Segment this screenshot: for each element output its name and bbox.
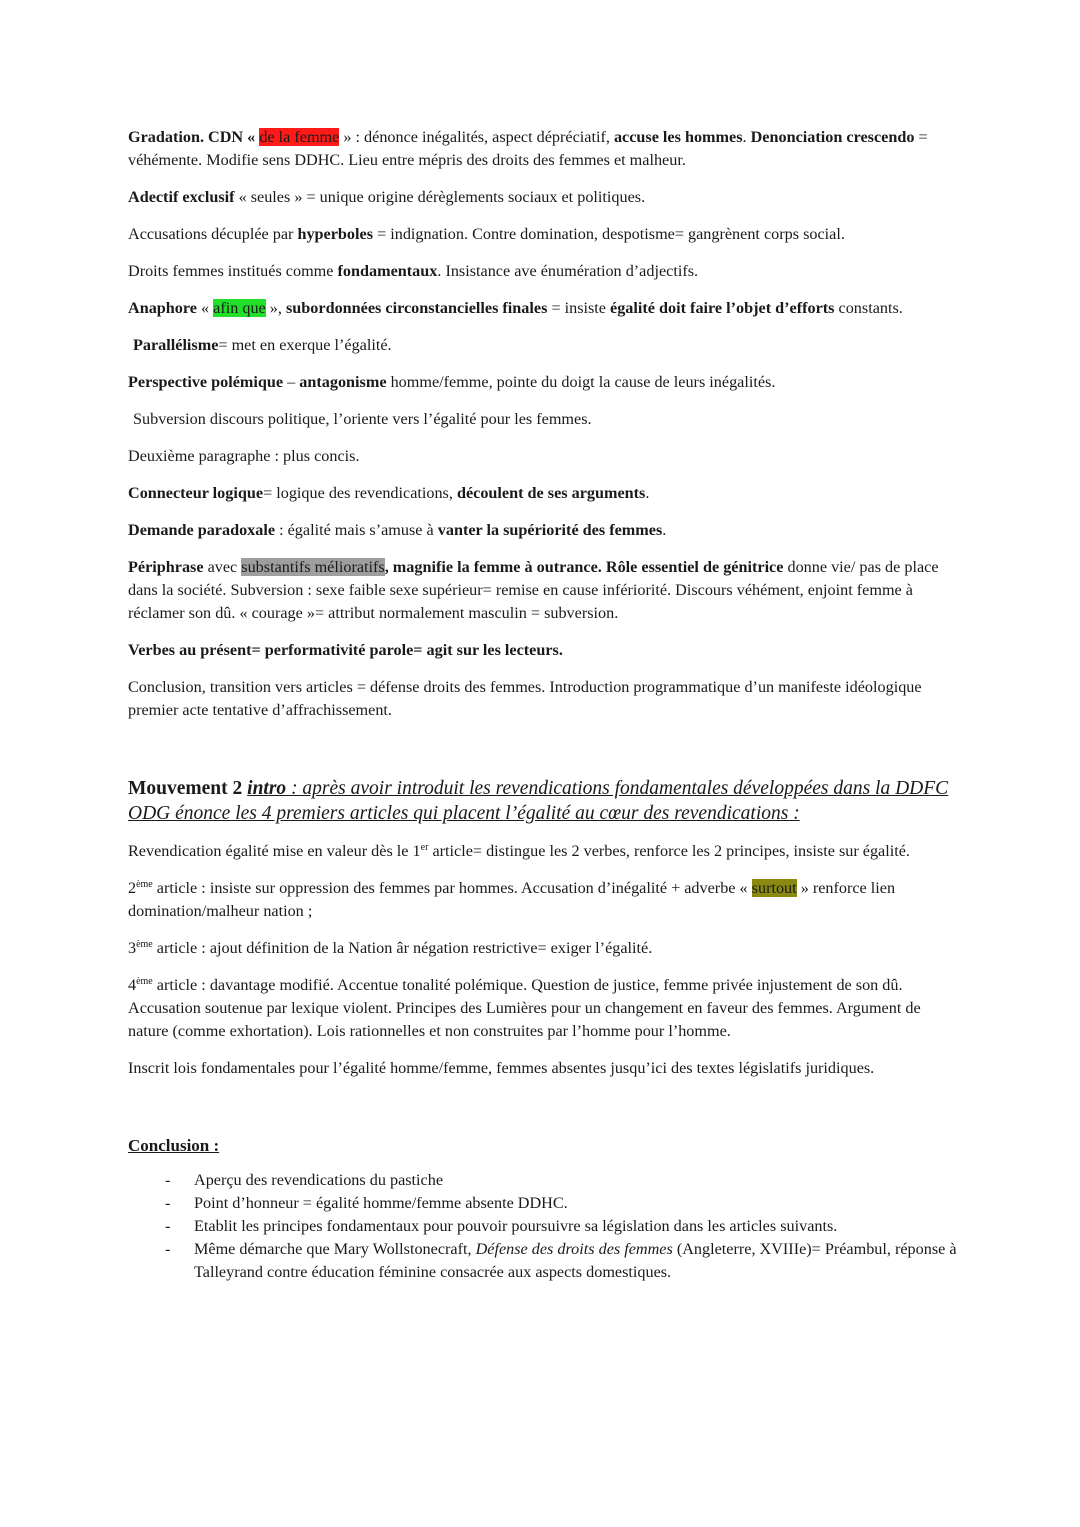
paragraph-article-4: 4ème article : davantage modifié. Accentue tonalité polémique. Question de justice, femme privée injustement de son dû. Accusation soutenue par lexique violent. Principes des Lumières pour un changement en faveur des femmes. Argument de nature (comme exhortation). Lois rationnelles et non construites par l’homme pour l’homme.	[128, 976, 921, 1040]
paragraph-perspective: Perspective polémique – antagonisme homme/femme, pointe du doigt la cause de leurs inégalités.	[128, 373, 776, 391]
term-gradation: Gradation. CDN «	[128, 128, 260, 146]
paragraph-subversion: Subversion discours politique, l’oriente vers l’égalité pour les femmes.	[133, 410, 592, 428]
list-item: - Aperçu des revendications du pastiche	[165, 1169, 958, 1192]
document-page	[128, 126, 958, 1284]
list-item: - Même démarche que Mary Wollstonecraft, Défense des droits des femmes (Angleterre, XVIIIe)= Préambul, réponse à Talleyrand contre éducation féminine consacrée aux aspects domestiques.	[165, 1238, 958, 1284]
paragraph-gradation: Gradation. CDN « de la femme » : dénonce inégalités, aspect dépréciatif, accuse les hommes. Denonciation crescendo = véhémente. Modifie sens DDHC. Lieu entre mépris des droits des femmes et malheur.	[128, 128, 928, 169]
paragraph-connecteur: Connecteur logique= logique des revendications, découlent de ses arguments.	[128, 484, 650, 502]
heading-mouvement-2: Mouvement 2 intro : après avoir introduit les revendications fondamentales développées dans la DDFC ODG énonce les 4 premiers articles qui placent l’égalité au cœur des revendications :	[128, 778, 949, 824]
highlight-red: de la femme	[259, 128, 340, 146]
paragraph-conclusion-transition: Conclusion, transition vers articles = défense droits des femmes. Introduction programmatique d’un manifeste idéologique premier acte tentative d’affrachissement.	[128, 678, 922, 719]
highlight-green: afin que	[213, 299, 266, 317]
highlight-olive: surtout	[751, 879, 797, 897]
paragraph-parallelisme: Parallélisme= met en exerque l’égalité.	[133, 336, 392, 354]
paragraph-anaphore: Anaphore « afin que », subordonnées circonstancielles finales = insiste égalité doit faire l’objet d’efforts constants.	[128, 299, 903, 317]
paragraph-accusations: Accusations décuplée par hyperboles = indignation. Contre domination, despotisme= gangrènent corps social.	[128, 225, 845, 243]
paragraph-inscrit: Inscrit lois fondamentales pour l’égalité homme/femme, femmes absentes jusqu’ici des textes législatifs juridiques.	[128, 1059, 875, 1077]
paragraph-droits: Droits femmes institués comme fondamentaux. Insistance ave énumération d’adjectifs.	[128, 262, 699, 280]
paragraph-verbes: Verbes au présent= performativité parole= agit sur les lecteurs.	[128, 641, 563, 659]
paragraph-periphrase: Périphrase avec substantifs mélioratifs, magnifie la femme à outrance. Rôle essentiel de génitrice donne vie/ pas de place dans la société. Subversion : sexe faible sexe supérieur= remise en cause infériorité. Discours véhément, enjoint femme à réclamer son dû. « courage »= attribut normalement masculin = subversion.	[128, 558, 939, 622]
paragraph-article-1: Revendication égalité mise en valeur dès le 1er article= distingue les 2 verbes, renforce les 2 principes, insiste sur égalité.	[128, 842, 910, 860]
list-item: - Etablit les principes fondamentaux pour pouvoir poursuivre sa législation dans les articles suivants.	[165, 1215, 958, 1238]
paragraph-deuxieme: Deuxième paragraphe : plus concis.	[128, 447, 360, 465]
list-item: - Point d’honneur = égalité homme/femme absente DDHC.	[165, 1192, 958, 1215]
paragraph-article-2: 2ème article : insiste sur oppression des femmes par hommes. Accusation d’inégalité + adverbe « surtout » renforce lien domination/malheur nation ;	[128, 879, 896, 920]
highlight-grey: substantifs mélioratifs	[241, 558, 385, 576]
paragraph-article-3: 3ème article : ajout définition de la Nation âr négation restrictive= exiger l’égalité.	[128, 939, 653, 957]
paragraph-adjectif: Adectif exclusif « seules » = unique origine dérèglements sociaux et politiques.	[128, 188, 646, 206]
paragraph-demande: Demande paradoxale : égalité mais s’amuse à vanter la supériorité des femmes.	[128, 521, 667, 539]
heading-conclusion: Conclusion :	[128, 1136, 220, 1155]
conclusion-list	[128, 1169, 958, 1284]
